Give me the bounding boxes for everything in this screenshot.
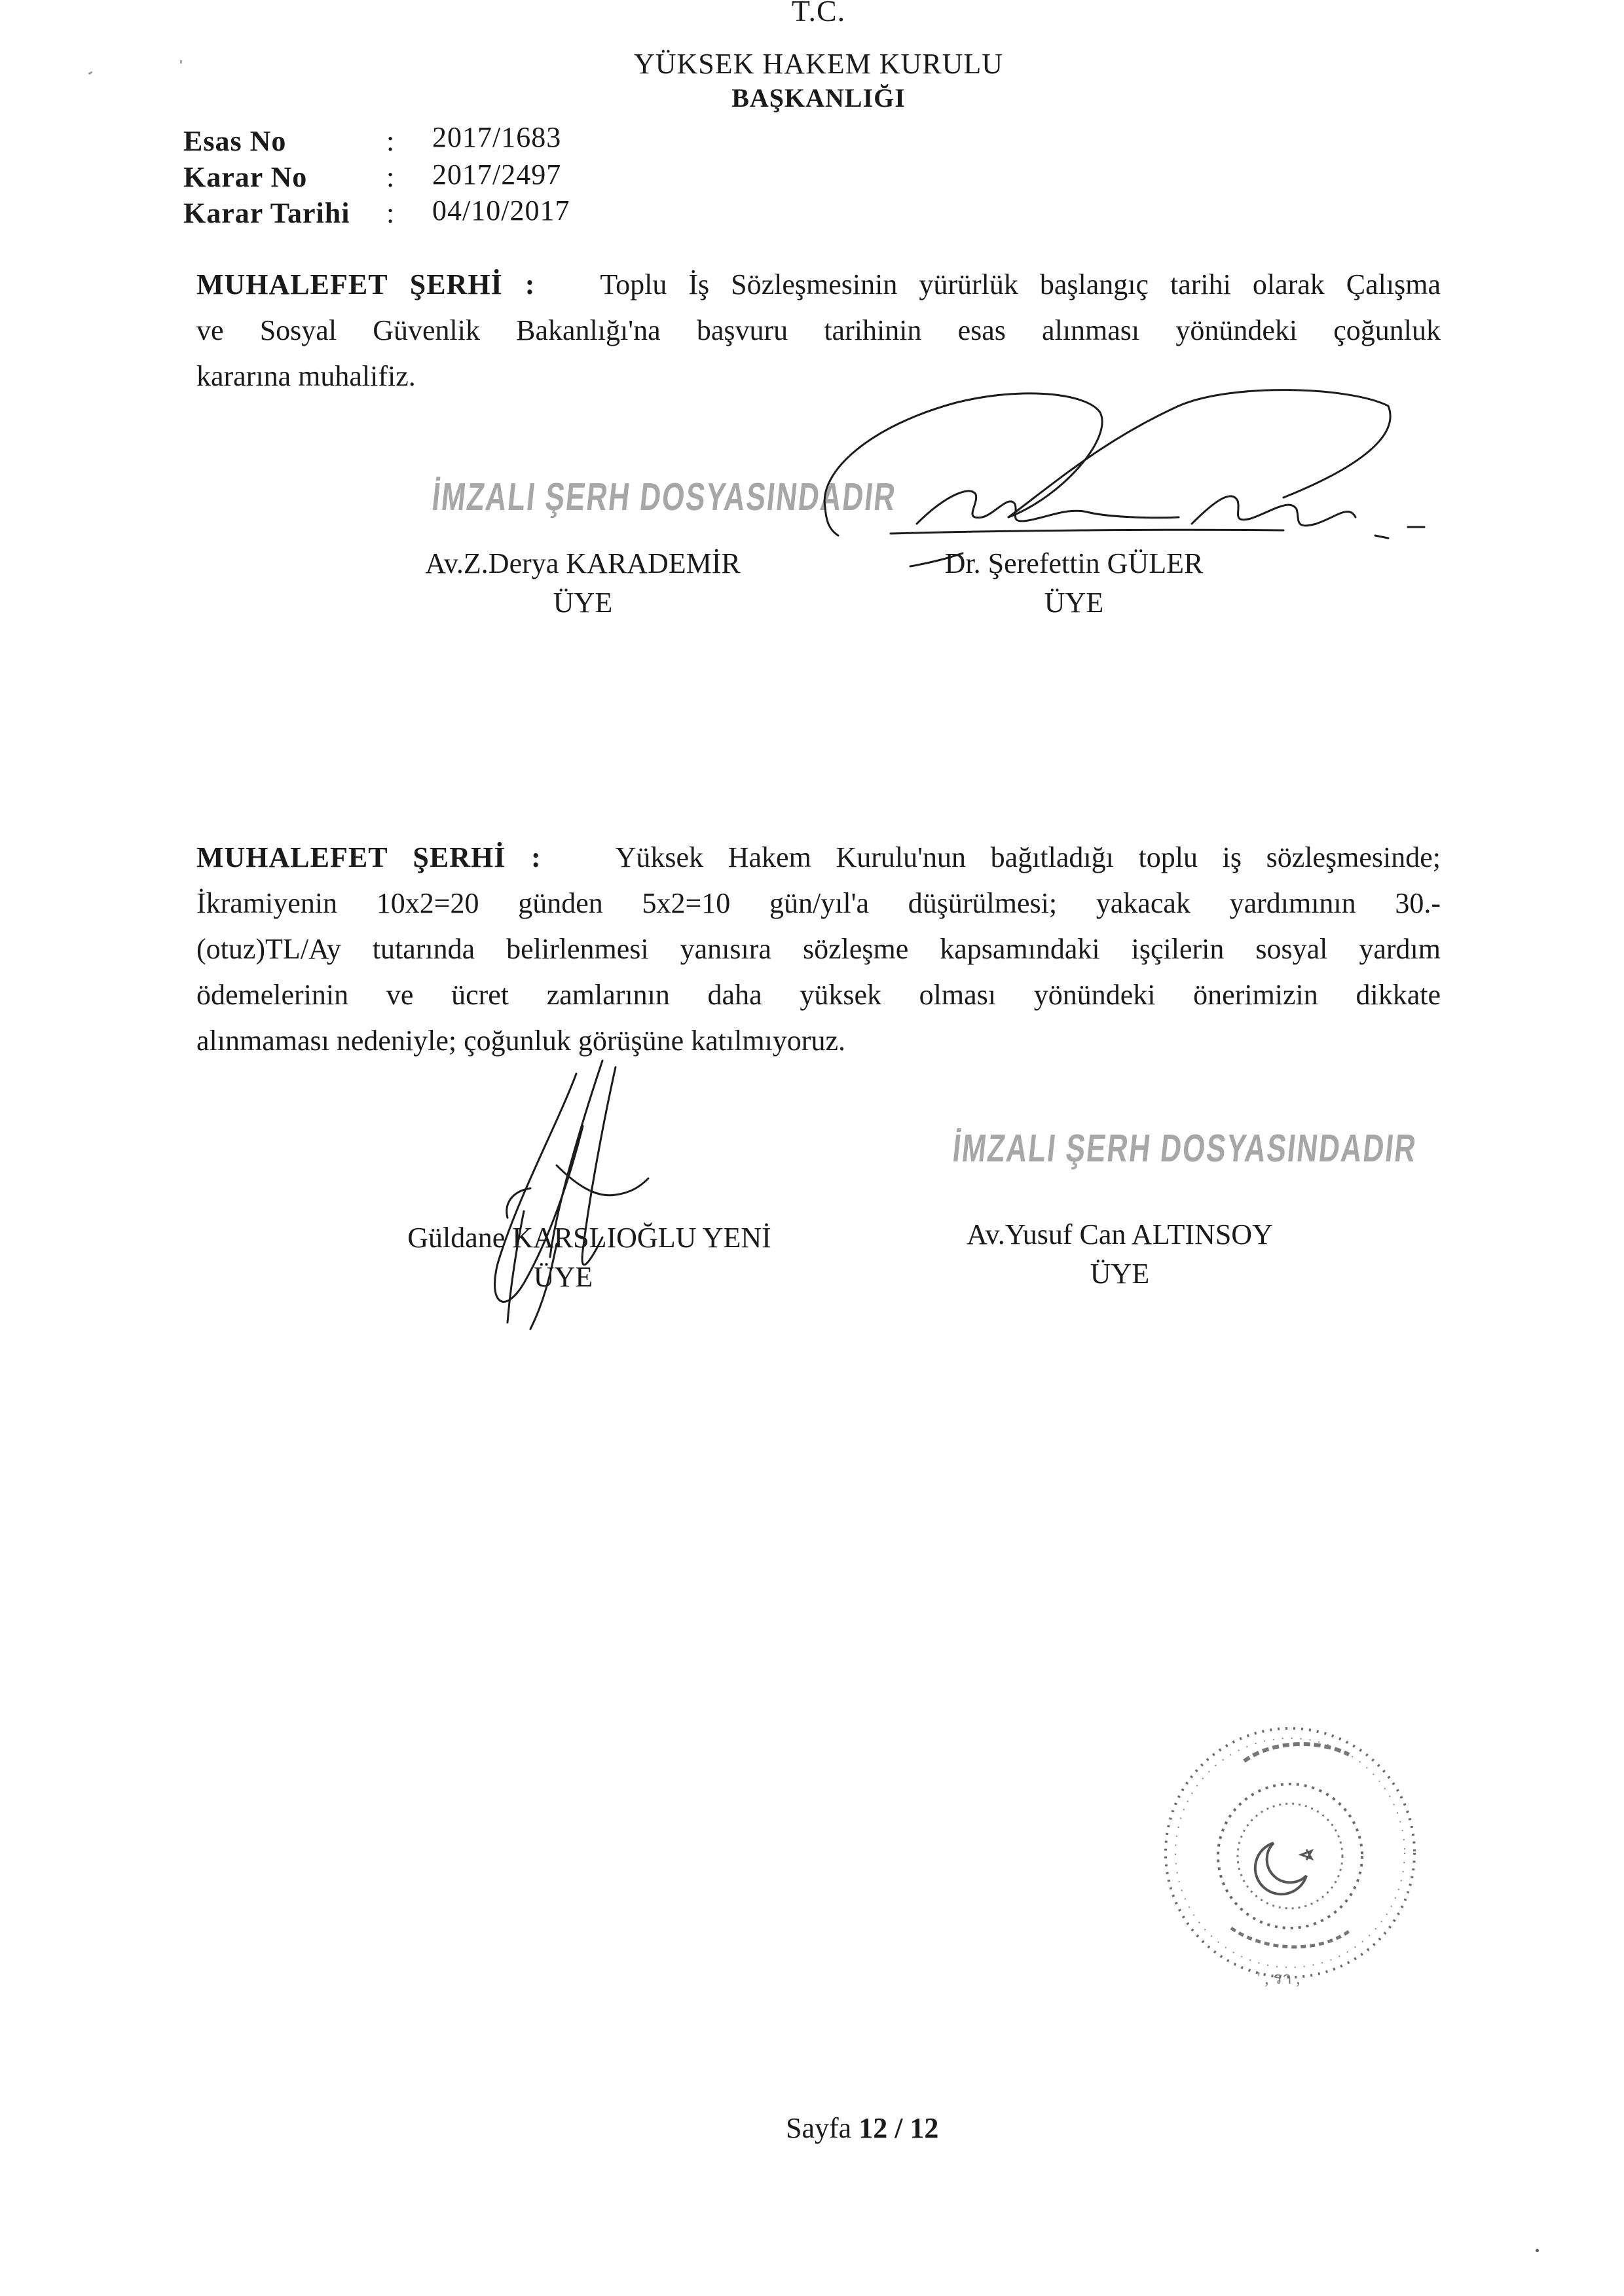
dissent-1-line-3: kararına muhalifiz. — [196, 360, 416, 392]
signer-karademir-role: ÜYE — [553, 587, 613, 619]
dissent-2-line-4: ödemelerinin ve ücret zamlarının daha yüksek olması yönündeki önerimizin dikkate — [196, 979, 1441, 1011]
signer-altinsoy-role: ÜYE — [1090, 1258, 1150, 1290]
svg-text:' , รา ,: ' , รา , — [1257, 1969, 1301, 1988]
karar-tarihi-label: Karar Tarihi — [183, 197, 350, 229]
esas-label: Esas No — [183, 125, 287, 157]
dissent-1-line-1: MUHALEFET ŞERHİ : Toplu İş Sözleşmesinin yürürlük başlangıç tarihi olarak Çalışma — [196, 268, 1441, 301]
signer-altinsoy-name: Av.Yusuf Can ALTINSOY — [967, 1218, 1273, 1250]
page-footer — [786, 2111, 938, 2145]
signer-karslioglu-role: ÜYE — [533, 1261, 593, 1293]
signer-guler-name: Dr. Şerefettin GÜLER — [944, 547, 1204, 579]
karar-tarihi-value: 04/10/2017 — [432, 194, 570, 227]
footer-page-number: 12 / 12 — [858, 2112, 939, 2144]
dissent-1-line-2: ve Sosyal Güvenlik Bakanlığı'na başvuru tarihinin esas alınması yönündeki çoğunluk — [196, 314, 1441, 346]
dissent-2-line-5: alınmaması nedeniyle; çoğunluk görüşüne katılmıyoruz. — [196, 1025, 845, 1057]
scan-speck — [88, 71, 93, 75]
esas-value: 2017/1683 — [432, 121, 562, 153]
karar-value: 2017/2497 — [432, 158, 562, 191]
header-line-1: T.C. — [791, 0, 846, 27]
karar-tarihi-colon: : — [386, 197, 396, 229]
dissent-2-line-3: (otuz)TL/Ay tutarında belirlenmesi yanısıra sözleşme kapsamındaki işçilerin sosyal yardım — [196, 933, 1441, 965]
header-line-2: YÜKSEK HAKEM KURULU — [633, 48, 1004, 80]
dissent-1-label: MUHALEFET ŞERHİ : — [196, 268, 536, 301]
signature-guler — [812, 367, 1401, 563]
signed-dissent-stamp: İMZALI ŞERH DOSYASINDADIR — [430, 475, 898, 519]
dissent-2-line-1: MUHALEFET ŞERHİ : Yüksek Hakem Kurulu'nun bağıtladığı toplu iş sözleşmesinde; — [196, 841, 1441, 873]
official-seal — [1139, 1702, 1441, 2003]
header-line-3: BAŞKANLIĞI — [731, 83, 906, 113]
dissent-2-line-2: İkramiyenin 10x2=20 günden 5x2=10 gün/yıl'a düşürülmesi; yakacak yardımının 30.- — [196, 887, 1441, 919]
dissent-2 — [196, 835, 1441, 1064]
dissent-2-label: MUHALEFET ŞERHİ : — [196, 841, 542, 873]
karar-label: Karar No — [183, 161, 308, 193]
scan-speck — [180, 60, 182, 64]
scan-speck — [1536, 2249, 1539, 2252]
karar-colon: : — [386, 161, 396, 193]
footer-prefix: Sayfa — [786, 2112, 852, 2144]
signed-dissent-stamp: İMZALI ŞERH DOSYASINDADIR — [950, 1127, 1419, 1171]
signer-guler-role: ÜYE — [1044, 587, 1104, 619]
signer-karslioglu-name: Güldane KARSLIOĞLU YENİ — [407, 1222, 771, 1254]
esas-colon: : — [386, 125, 396, 157]
signer-karademir-name: Av.Z.Derya KARADEMİR — [425, 547, 741, 579]
